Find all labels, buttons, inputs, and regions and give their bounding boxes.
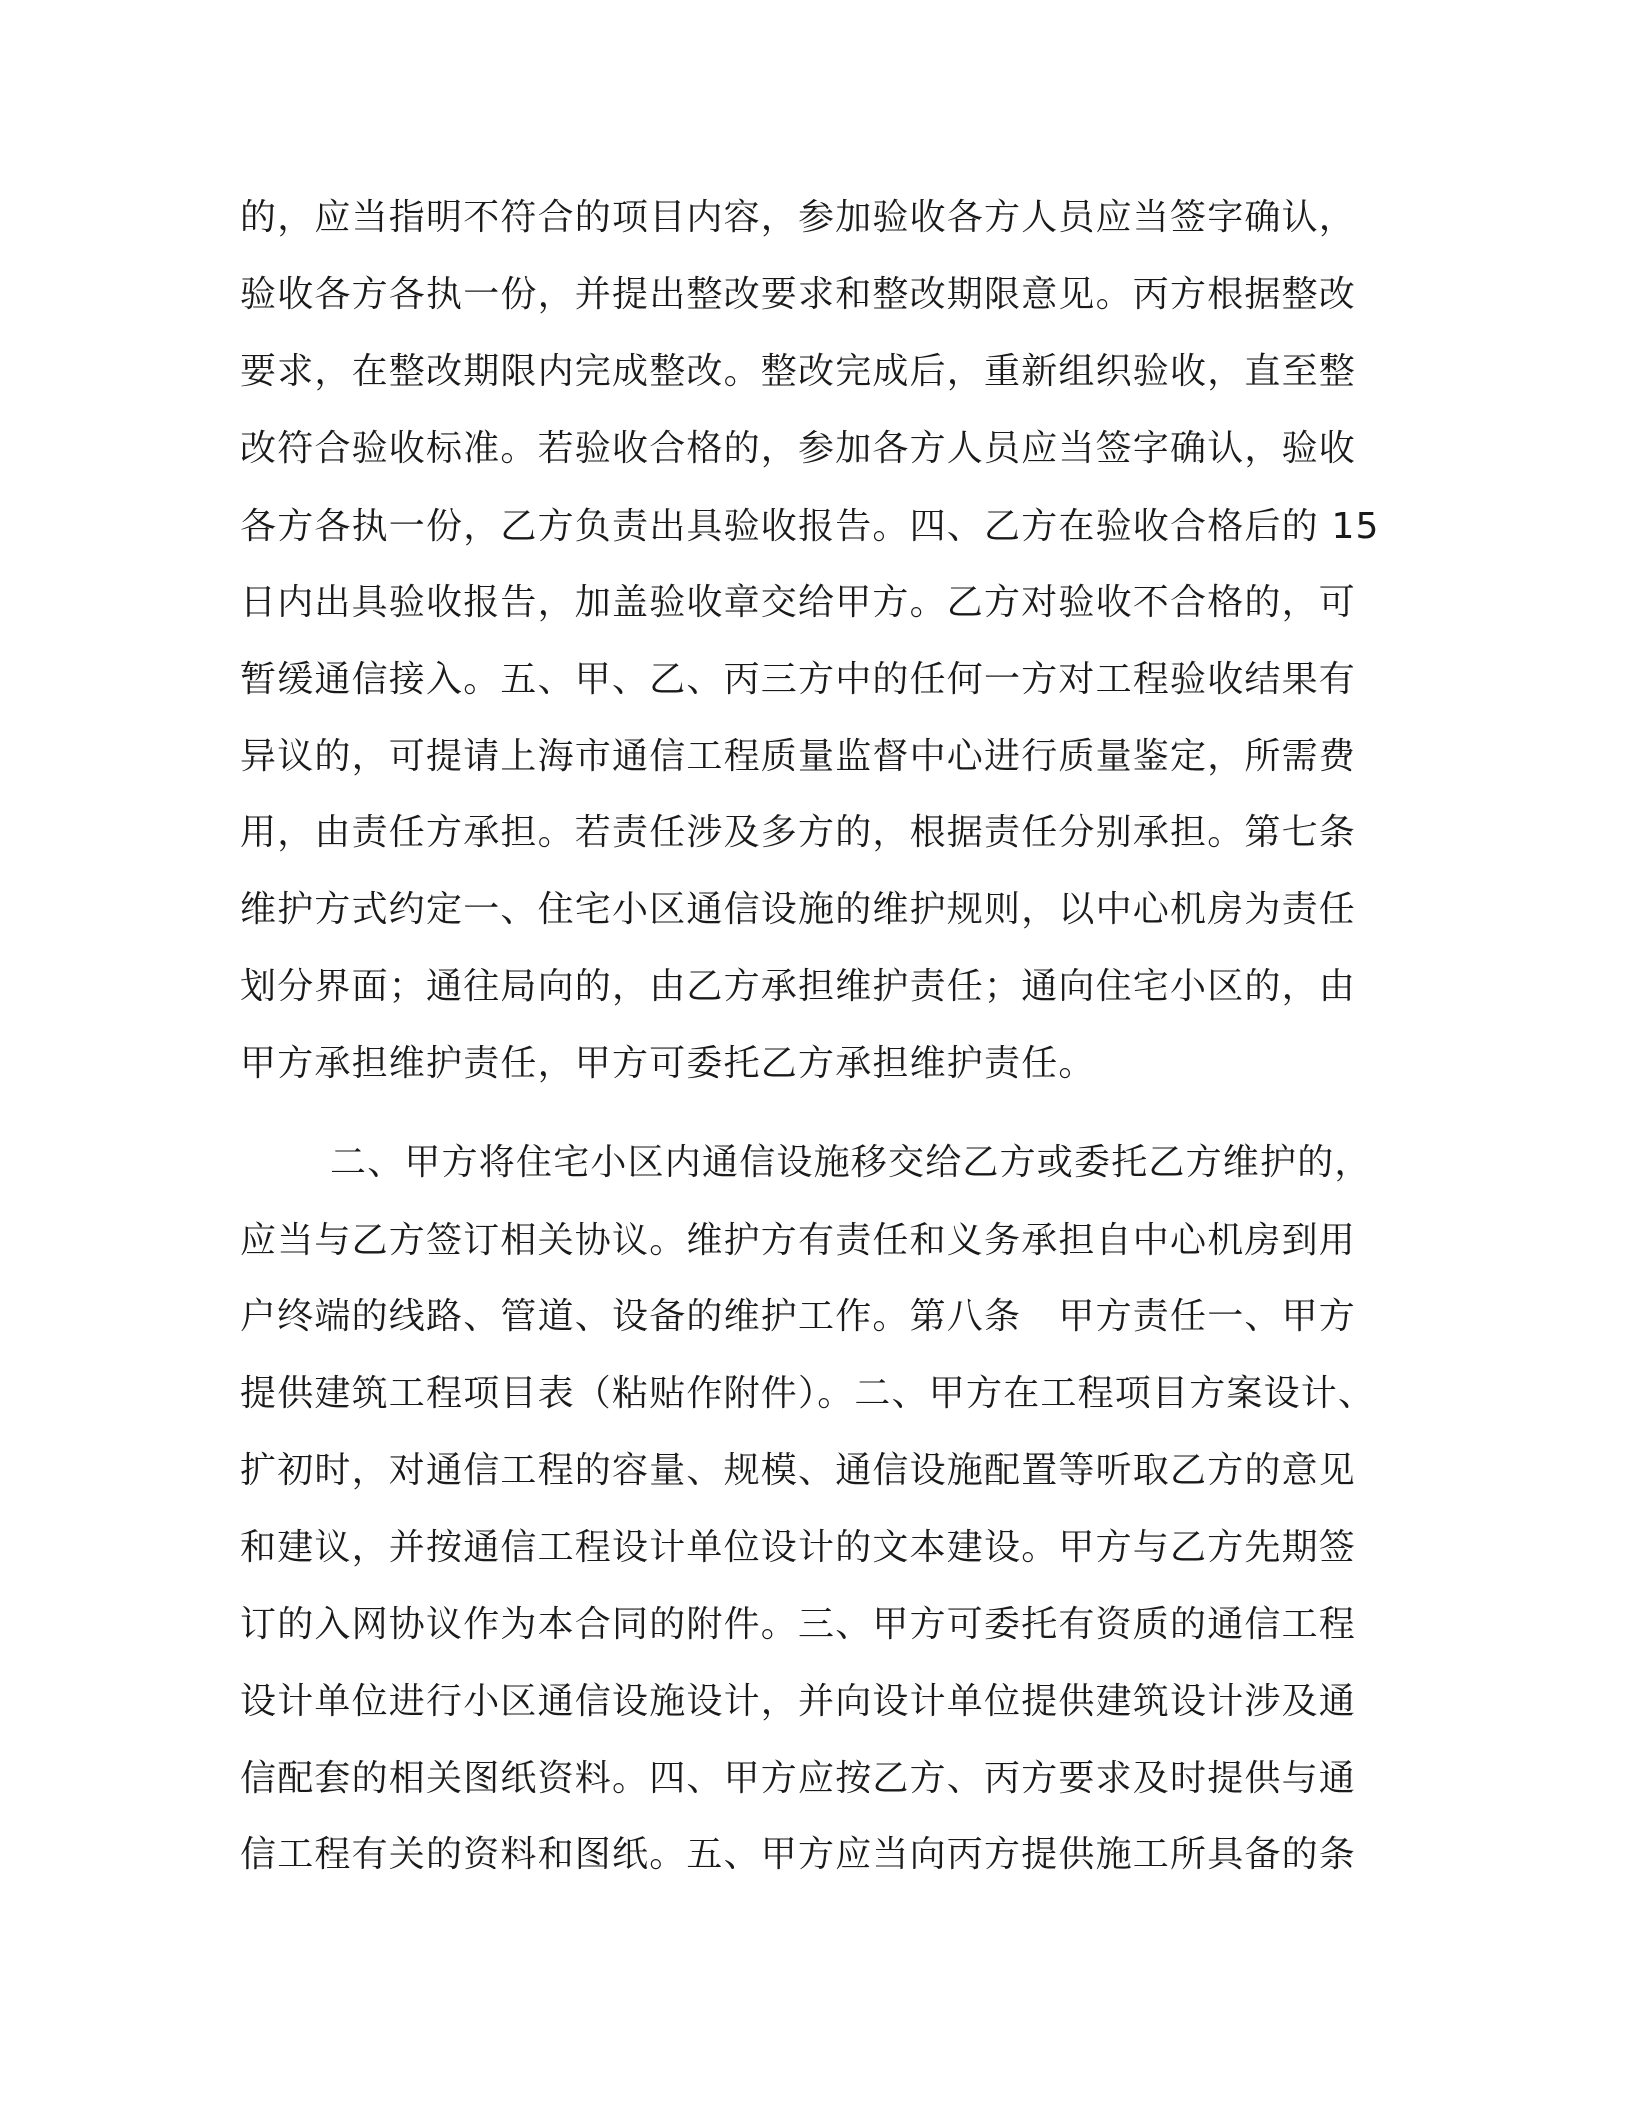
text-line: 各方各执一份，乙方负责出具验收报告。四、乙方在验收合格后的 15 bbox=[240, 506, 1380, 547]
text-line: 和建议，并按通信工程设计单位设计的文本建设。甲方与乙方先期签 bbox=[240, 1527, 1357, 1568]
text-line: 信配套的相关图纸资料。四、甲方应按乙方、丙方要求及时提供与通 bbox=[240, 1758, 1357, 1799]
text-line: 二、甲方将住宅小区内通信设施移交给乙方或委托乙方维护的， bbox=[330, 1142, 1372, 1183]
text-line: 日内出具验收报告，加盖验收章交给甲方。乙方对验收不合格的，可 bbox=[240, 582, 1357, 623]
text-line: 设计单位进行小区通信设施设计，并向设计单位提供建筑设计涉及通 bbox=[240, 1681, 1357, 1722]
text-line: 甲方承担维护责任，甲方可委托乙方承担维护责任。 bbox=[240, 1043, 1096, 1084]
text-line: 验收各方各执一份，并提出整改要求和整改期限意见。丙方根据整改 bbox=[240, 274, 1357, 315]
text-line: 订的入网协议作为本合同的附件。三、甲方可委托有资质的通信工程 bbox=[240, 1604, 1357, 1645]
text-line: 异议的，可提请上海市通信工程质量监督中心进行质量鉴定，所需费 bbox=[240, 736, 1357, 777]
text-line: 的，应当指明不符合的项目内容，参加验收各方人员应当签字确认， bbox=[240, 197, 1357, 238]
text-line: 提供建筑工程项目表（粘贴作附件）。二、甲方在工程项目方案设计、 bbox=[240, 1373, 1376, 1414]
text-line: 要求，在整改期限内完成整改。整改完成后，重新组织验收，直至整 bbox=[240, 351, 1357, 392]
text-line: 维护方式约定一、住宅小区通信设施的维护规则，以中心机房为责任 bbox=[240, 889, 1357, 930]
text-line: 扩初时，对通信工程的容量、规模、通信设施配置等听取乙方的意见 bbox=[240, 1450, 1357, 1491]
text-line: 户终端的线路、管道、设备的维护工作。第八条 甲方责任一、甲方 bbox=[240, 1296, 1357, 1337]
text-line: 暂缓通信接入。五、甲、乙、丙三方中的任何一方对工程验收结果有 bbox=[240, 659, 1357, 700]
text-line: 应当与乙方签订相关协议。维护方有责任和义务承担自中心机房到用 bbox=[240, 1220, 1357, 1261]
text-line: 划分界面；通往局向的，由乙方承担维护责任；通向住宅小区的，由 bbox=[240, 966, 1357, 1007]
text-line: 改符合验收标准。若验收合格的，参加各方人员应当签字确认，验收 bbox=[240, 428, 1357, 469]
text-line: 用，由责任方承担。若责任涉及多方的，根据责任分别承担。第七条 bbox=[240, 812, 1357, 853]
text-line: 信工程有关的资料和图纸。五、甲方应当向丙方提供施工所具备的条 bbox=[240, 1834, 1357, 1875]
